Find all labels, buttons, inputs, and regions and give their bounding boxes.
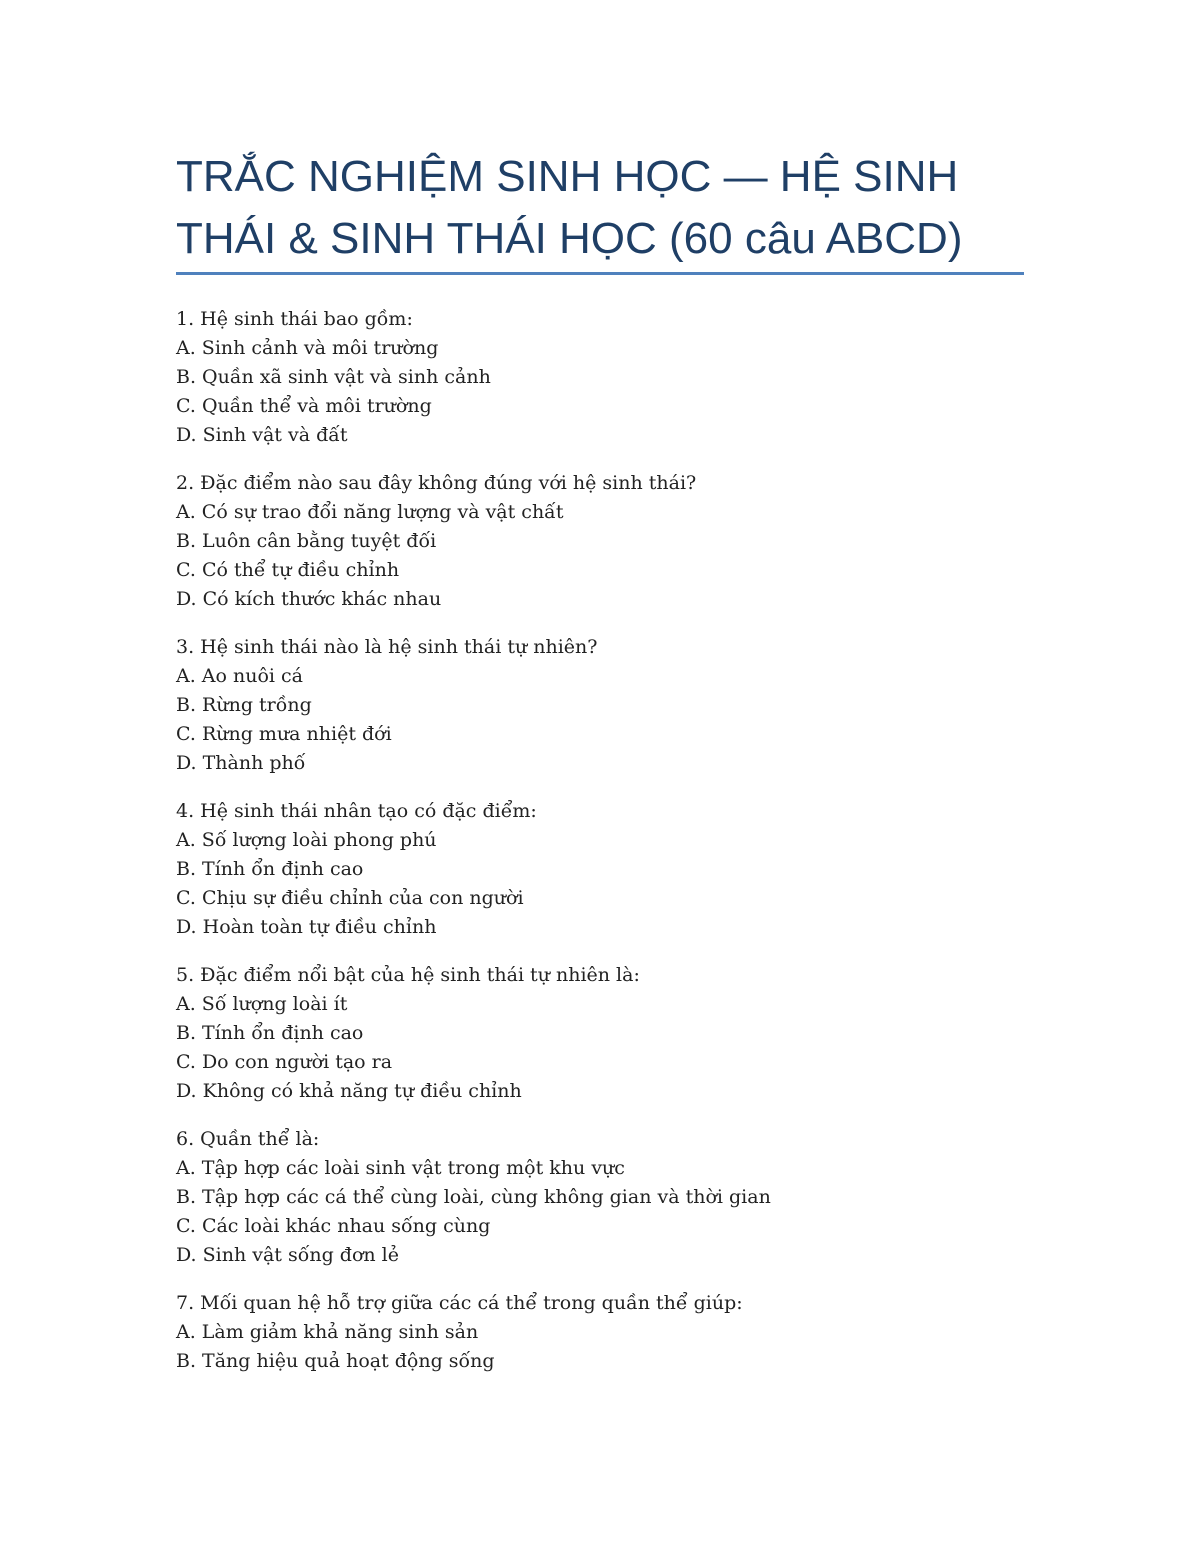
answer-option: A. Sinh cảnh và môi trường bbox=[176, 337, 439, 359]
question-item bbox=[176, 797, 1036, 942]
question-stem: 2. Đặc điểm nào sau đây không đúng với hệ sinh thái? bbox=[176, 472, 697, 494]
answer-option: C. Rừng mưa nhiệt đới bbox=[176, 723, 392, 745]
answer-option: D. Sinh vật sống đơn lẻ bbox=[176, 1244, 399, 1266]
title-underline bbox=[176, 272, 1024, 275]
question-stem: 4. Hệ sinh thái nhân tạo có đặc điểm: bbox=[176, 800, 537, 822]
answer-option: A. Số lượng loài ít bbox=[176, 993, 348, 1015]
answer-option: A. Số lượng loài phong phú bbox=[176, 829, 437, 851]
answer-option: B. Luôn cân bằng tuyệt đối bbox=[176, 530, 437, 552]
answer-option: D. Sinh vật và đất bbox=[176, 424, 348, 446]
answer-option: D. Thành phố bbox=[176, 752, 306, 774]
question-item bbox=[176, 633, 1036, 778]
answer-option: A. Có sự trao đổi năng lượng và vật chất bbox=[176, 501, 564, 523]
question-stem: 5. Đặc điểm nổi bật của hệ sinh thái tự nhiên là: bbox=[176, 964, 640, 986]
answer-option: A. Làm giảm khả năng sinh sản bbox=[176, 1321, 479, 1343]
question-list bbox=[176, 305, 1036, 1395]
question-stem: 1. Hệ sinh thái bao gồm: bbox=[176, 308, 413, 330]
question-stem: 3. Hệ sinh thái nào là hệ sinh thái tự nhiên? bbox=[176, 636, 598, 658]
question-item bbox=[176, 1125, 1036, 1270]
answer-option: C. Các loài khác nhau sống cùng bbox=[176, 1215, 491, 1237]
answer-option: B. Tập hợp các cá thể cùng loài, cùng không gian và thời gian bbox=[176, 1186, 771, 1208]
question-stem: 6. Quần thể là: bbox=[176, 1128, 320, 1150]
question-item bbox=[176, 1289, 1036, 1376]
answer-option: C. Có thể tự điều chỉnh bbox=[176, 559, 400, 581]
answer-option: B. Tính ổn định cao bbox=[176, 1022, 364, 1044]
answer-option: B. Tăng hiệu quả hoạt động sống bbox=[176, 1350, 495, 1372]
answer-option: B. Tính ổn định cao bbox=[176, 858, 364, 880]
answer-option: C. Quần thể và môi trường bbox=[176, 395, 432, 417]
answer-option: A. Tập hợp các loài sinh vật trong một khu vực bbox=[176, 1157, 625, 1179]
answer-option: C. Chịu sự điều chỉnh của con người bbox=[176, 887, 524, 909]
answer-option: C. Do con người tạo ra bbox=[176, 1051, 393, 1073]
answer-option: D. Không có khả năng tự điều chỉnh bbox=[176, 1080, 522, 1102]
question-stem: 7. Mối quan hệ hỗ trợ giữa các cá thể trong quần thể giúp: bbox=[176, 1292, 743, 1314]
answer-option: A. Ao nuôi cá bbox=[176, 665, 303, 687]
answer-option: D. Hoàn toàn tự điều chỉnh bbox=[176, 916, 437, 938]
question-item bbox=[176, 961, 1036, 1106]
answer-option: D. Có kích thước khác nhau bbox=[176, 588, 442, 610]
document-title: TRẮC NGHIỆM SINH HỌC — HỆ SINH THÁI & SINH THÁI HỌC (60 câu ABCD) bbox=[176, 152, 963, 263]
question-item bbox=[176, 469, 1036, 614]
answer-option: B. Rừng trồng bbox=[176, 694, 312, 716]
question-item bbox=[176, 305, 1036, 450]
answer-option: B. Quần xã sinh vật và sinh cảnh bbox=[176, 366, 491, 388]
